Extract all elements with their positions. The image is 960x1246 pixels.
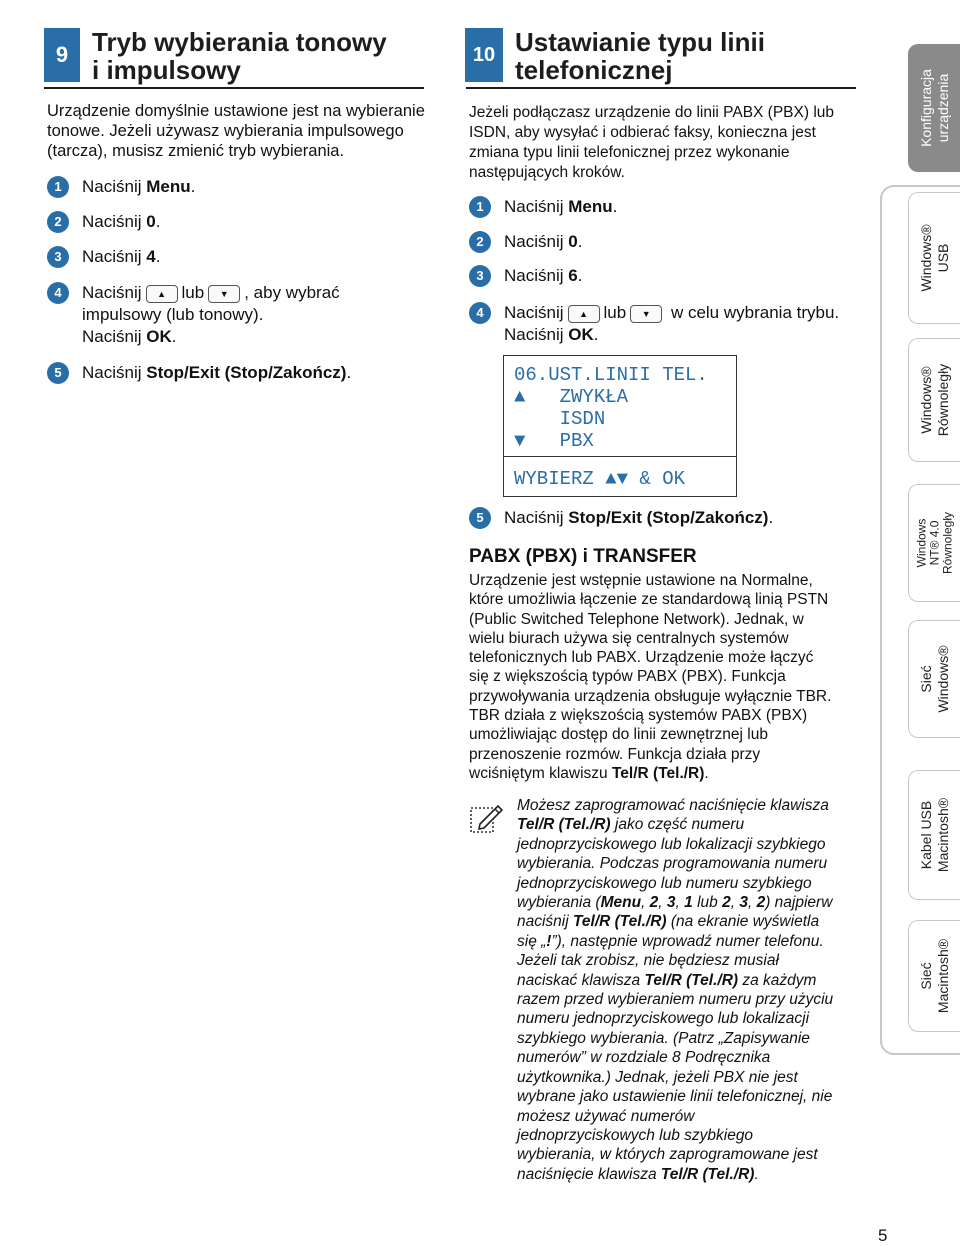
note-line: wybierania (Menu, 2, 3, 1 lub 2, 3, 2) najpierw bbox=[517, 894, 833, 912]
lcd-display bbox=[503, 355, 737, 497]
step-number-4: 4 bbox=[47, 282, 69, 304]
step-5: 5 Naciśnij Stop/Exit (Stop/Zakończ). bbox=[469, 507, 773, 529]
down-arrow-key-icon: ▼ bbox=[630, 305, 662, 323]
note-line: razem przed wybieraniem numeru przy użyciu bbox=[517, 991, 834, 1009]
note-line: jednoprzyciskowego lub numeru szybkiego bbox=[517, 874, 812, 892]
section-9-header bbox=[44, 28, 387, 84]
note-line: szybkiego wybierania. (Patrz „Zapisywanie bbox=[517, 1029, 810, 1047]
section-number-badge bbox=[44, 28, 80, 82]
tab-siec-windows[interactable]: Sieć Windows® bbox=[908, 620, 960, 738]
down-arrow-key-icon: ▼ bbox=[208, 285, 240, 303]
step-4: 4 Naciśnij ▲ lub ▼ , aby wybrać impulsowy (lub tonowy). Naciśnij OK. bbox=[47, 282, 340, 348]
step-number-2: 2 bbox=[469, 231, 491, 253]
section-title-line2: telefonicznej bbox=[515, 55, 673, 85]
step-number-5: 5 bbox=[469, 507, 491, 529]
step-2: 2 Naciśnij 0. bbox=[47, 211, 160, 233]
up-arrow-key-icon: ▲ bbox=[568, 305, 600, 323]
step-number-5: 5 bbox=[47, 362, 69, 384]
section-number: 10 bbox=[472, 43, 496, 66]
note-line: wybierania, w których zaprogramowane jest bbox=[517, 1146, 818, 1164]
menu-key-label: Menu bbox=[146, 177, 191, 196]
note-line: naciśnięcie klawisza Tel/R (Tel./R). bbox=[517, 1165, 759, 1183]
section-10-header bbox=[465, 28, 765, 84]
section-title-line2: i impulsowy bbox=[92, 55, 241, 85]
step-number-3: 3 bbox=[47, 246, 69, 268]
lcd-line-5: WYBIERZ ▲▼ & OK bbox=[514, 468, 686, 490]
note-line: wybierania. Podczas programowania numeru bbox=[517, 855, 828, 873]
lcd-line-2: ▲ ZWYKŁA bbox=[514, 386, 629, 408]
pencil-note-icon bbox=[468, 800, 504, 836]
up-arrow-key-icon: ▲ bbox=[146, 285, 178, 303]
lcd-line-4: ▼ PBX bbox=[514, 430, 594, 452]
step-1: 1 Naciśnij Menu. bbox=[47, 176, 195, 198]
subheading: PABX (PBX) i TRANSFER bbox=[469, 546, 697, 567]
tab-windows-nt-rownolegly[interactable]: Windows NT® 4.0 Równoległy bbox=[908, 484, 960, 602]
page-number: 5 bbox=[878, 1226, 888, 1245]
lcd-line-3: ISDN bbox=[514, 408, 606, 430]
step-5: 5 Naciśnij Stop/Exit (Stop/Zakończ). bbox=[47, 362, 351, 384]
pabx-body: Urządzenie jest wstępnie ustawione na Normalne, które umożliwia łączenie ze standardową linią PSTN (Public Switched Telephone Network). Jednak, w wielu biurach używa się centralnych systemów telefonicznych lub PABX. Urządzenie może łączyć się z większością typów PABX (PBX). Funkcja przywoływania urządzenia obsługuje wyłącznie TBR. TBR działa z większością systemów PABX (PBX) umożliwiając dostęp do linii zewnętrznej lub przenoszenie rozmów. Funkcja działa przy wciśniętym klawiszu Tel/R (Tel./R). bbox=[469, 572, 832, 782]
section-rule bbox=[466, 87, 856, 89]
step-4: 4 Naciśnij ▲ lub ▼ w celu wybrania trybu. Naciśnij OK. bbox=[469, 302, 839, 346]
tab-siec-macintosh[interactable]: Sieć Macintosh® bbox=[908, 920, 960, 1032]
lcd-separator bbox=[504, 456, 736, 457]
section-intro: Urządzenie domyślnie ustawione jest na wybieranie tonowe. Jeżeli używasz wybierania impulsowego (tarcza), musisz zmienić tryb wybierania. bbox=[47, 102, 425, 160]
note-line: naciśnij Tel/R (Tel./R) (na ekranie wyświetla bbox=[517, 913, 820, 931]
note-line: naciskać klawisza Tel/R (Tel./R) za każdym bbox=[517, 971, 817, 989]
note-line: możesz używać numerów bbox=[517, 1107, 695, 1125]
tab-kabel-usb-macintosh[interactable]: Kabel USB Macintosh® bbox=[908, 770, 960, 900]
step-number-2: 2 bbox=[47, 211, 69, 233]
step-number-3: 3 bbox=[469, 265, 491, 287]
step-number-1: 1 bbox=[47, 176, 69, 198]
section-number: 9 bbox=[55, 42, 69, 67]
note-line: numerów” w rozdziale 8 Podręcznika bbox=[517, 1049, 771, 1067]
section-title: Tryb wybierania tonowy bbox=[92, 27, 387, 57]
section-number-badge bbox=[465, 28, 503, 82]
tab-windows-usb[interactable]: Windows® USB bbox=[908, 192, 960, 324]
step-number-4: 4 bbox=[469, 302, 491, 324]
section-intro: Jeżeli podłączasz urządzenie do linii PABX (PBX) lub ISDN, aby wysyłać i odbierać faksy, konieczna jest zmiana typu linii telefonicznej przez wykonanie następujących kroków. bbox=[469, 104, 835, 181]
note-line: wybrane jako ustawienie linii telefonicznej, nie bbox=[517, 1088, 833, 1106]
section-title: Ustawianie typu linii bbox=[515, 27, 765, 57]
tab-konfiguracja-urzadzenia[interactable]: Konfiguracja urządzenia bbox=[908, 44, 960, 172]
note-line: Jeżeli tak zrobisz, nie będziesz musiał bbox=[517, 952, 779, 970]
note-line: się „!”), następnie wprowadź numer telefonu. bbox=[517, 932, 824, 950]
step-1: 1 Naciśnij Menu. bbox=[469, 196, 617, 218]
step-3: 3 Naciśnij 6. bbox=[469, 265, 582, 287]
note-line: Możesz zaprogramować naciśnięcie klawisza bbox=[517, 797, 829, 814]
note-line: numeru jednoprzyciskowego lub lokalizacji bbox=[517, 1010, 810, 1028]
tab-windows-rownolegly[interactable]: Windows® Równoległy bbox=[908, 338, 960, 462]
step-2: 2 Naciśnij 0. bbox=[469, 231, 582, 253]
section-rule bbox=[44, 87, 424, 89]
note-line: jednoprzyciskowego lub lokalizacji szybkiego bbox=[517, 835, 826, 853]
step-3: 3 Naciśnij 4. bbox=[47, 246, 160, 268]
note-text bbox=[517, 796, 847, 1184]
step-number-1: 1 bbox=[469, 196, 491, 218]
note-line: jednoprzyciskowych lub szybkiego bbox=[517, 1126, 754, 1144]
note-line: użytkownika.) Jednak, jeżeli PBX nie jest bbox=[517, 1068, 798, 1086]
lcd-line-1: 06.UST.LINII TEL. bbox=[514, 364, 708, 386]
note-line: Tel/R (Tel./R) jako część numeru bbox=[517, 816, 745, 834]
